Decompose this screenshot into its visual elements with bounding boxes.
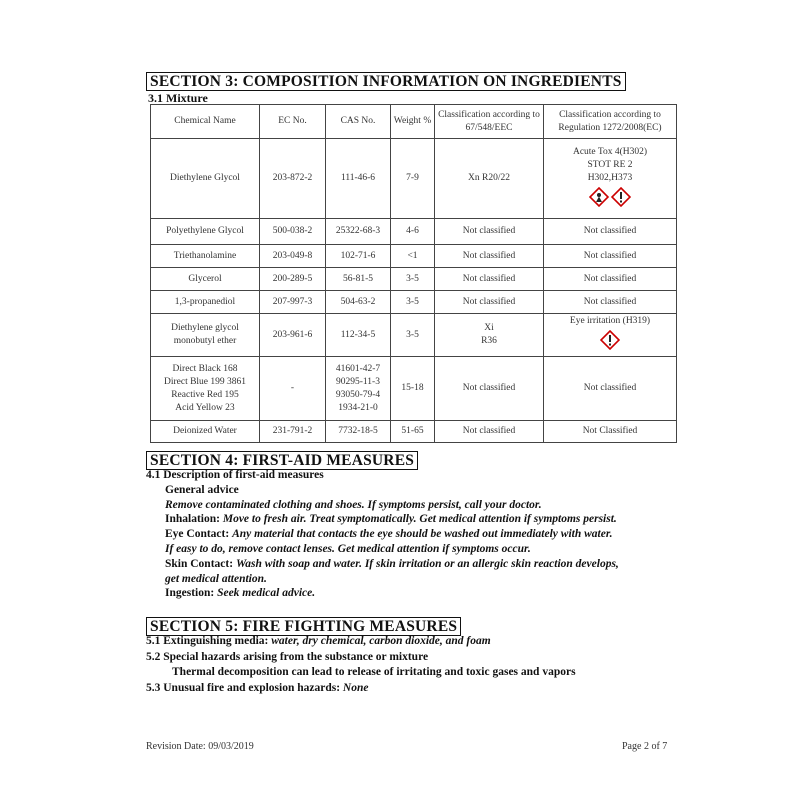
- skin-contact-text-cont: get medical attention.: [165, 572, 267, 585]
- cas-number-line: 112-34-5: [340, 329, 376, 340]
- table-row: [151, 291, 677, 314]
- cell-cas-no: [326, 291, 391, 314]
- cell-eec-classification: [435, 245, 544, 268]
- cell-weight: [391, 219, 435, 245]
- inhalation-text: Move to fresh air. Treat symptomatically. Get medical attention if symptoms persist.: [222, 513, 617, 526]
- cell-regulation-classification: [544, 291, 677, 314]
- ec-number: 203-872-2: [272, 173, 313, 183]
- chemical-name-line: Reactive Red 195: [171, 389, 239, 400]
- eec-classification-line: Not classified: [462, 273, 516, 284]
- weight-percent: 7-9: [406, 173, 419, 183]
- cell-eec-classification: [435, 291, 544, 314]
- eec-classification-line: Not classified: [462, 383, 516, 393]
- regulation-classification-line: Acute Tox 4(H302): [572, 146, 648, 157]
- regulation-classification-line: Not classified: [583, 250, 637, 261]
- cell-ec-no: [260, 291, 326, 314]
- cell-chemical-name: [151, 268, 260, 291]
- ingestion-label: Ingestion:: [165, 587, 215, 600]
- ec-number: 200-289-5: [272, 273, 313, 284]
- chemical-name-line: Direct Blue 199 3861: [163, 376, 247, 387]
- cas-number-line: 7732-18-5: [338, 426, 378, 436]
- cell-ec-no: [260, 314, 326, 357]
- weight-percent: 51-65: [401, 426, 424, 436]
- extinguishing-media-text: water, dry chemical, carbon dioxide, and foam: [271, 635, 491, 647]
- chemical-name-line: Polyethylene Glycol: [166, 226, 244, 236]
- unusual-hazards-label: 5.3 Unusual fire and explosion hazards:: [146, 681, 341, 694]
- cell-ec-no: [260, 245, 326, 268]
- cell-cas-no: [326, 421, 391, 443]
- cell-weight: [391, 357, 435, 421]
- section-4-title: SECTION 4: FIRST-AID MEASURES: [146, 451, 418, 470]
- cas-number-line: 41601-42-7: [335, 363, 381, 374]
- extinguishing-media-label: 5.1 Extinguishing media:: [146, 635, 269, 647]
- special-hazards-text: Thermal decomposition can lead to release of irritating and toxic gases and vapors: [172, 666, 576, 678]
- cas-number-line: 25322-68-3: [335, 226, 381, 236]
- header-chemical-name: Chemical Name: [151, 105, 260, 139]
- cell-cas-no: [326, 245, 391, 268]
- cell-ec-no: [260, 219, 326, 245]
- cell-regulation-classification: [544, 421, 677, 443]
- cell-weight: [391, 291, 435, 314]
- cell-weight: [391, 314, 435, 357]
- first-aid-block: [146, 468, 619, 601]
- regulation-classification-line: Not classified: [583, 273, 637, 284]
- weight-percent: 3-5: [406, 296, 419, 307]
- chemical-name-line: 1,3-propanediol: [174, 296, 236, 307]
- general-advice-label: General advice: [165, 483, 239, 496]
- cell-regulation-classification: [544, 139, 677, 219]
- chemical-name-line: Direct Black 168: [172, 363, 238, 374]
- special-hazards-label: 5.2 Special hazards arising from the substance or mixture: [146, 650, 429, 663]
- chemical-name-line: Triethanolamine: [173, 250, 237, 261]
- page-number: Page 2 of 7: [622, 741, 668, 752]
- skin-contact-label: Skin Contact:: [165, 557, 234, 570]
- cell-regulation-classification: [544, 268, 677, 291]
- ec-number: 231-791-2: [272, 426, 313, 436]
- cas-number-line: 93050-79-4: [335, 389, 381, 400]
- table-row: [151, 245, 677, 268]
- eec-classification-line: Xi: [484, 323, 494, 333]
- cell-ec-no: [260, 268, 326, 291]
- cell-chemical-name: [151, 314, 260, 357]
- weight-percent: 4-6: [406, 226, 419, 236]
- chemical-name-line: Diethylene glycol: [171, 323, 239, 333]
- cell-eec-classification: [435, 268, 544, 291]
- regulation-classification-line: Not classified: [583, 383, 637, 393]
- section-3-title: SECTION 3: COMPOSITION INFORMATION ON INGREDIENTS: [146, 72, 626, 91]
- weight-percent: 3-5: [406, 273, 419, 284]
- header-eec-classification: Classification according to 67/548/EEC: [435, 105, 544, 139]
- eye-contact-text: Any material that contacts the eye should be washed out immediately with water.: [232, 528, 613, 541]
- chemical-name-line: Diethylene Glycol: [170, 173, 240, 183]
- eye-contact-label: Eye Contact:: [165, 528, 230, 541]
- chemical-name-line: monobutyl ether: [173, 336, 237, 346]
- exclamation-icon: [600, 330, 620, 350]
- general-advice-text: Remove contaminated clothing and shoes. If symptoms persist, call your doctor.: [165, 498, 542, 511]
- regulation-classification-line: Not classified: [583, 226, 637, 236]
- cas-number-line: 56-81-5: [342, 273, 374, 284]
- cell-eec-classification: [435, 357, 544, 421]
- cell-regulation-classification: [544, 219, 677, 245]
- cell-cas-no: [326, 314, 391, 357]
- cell-cas-no: [326, 357, 391, 421]
- cell-ec-no: [260, 139, 326, 219]
- table-row: [151, 219, 677, 245]
- ingestion-text: Seek medical advice.: [217, 587, 316, 600]
- chemical-name-line: Glycerol: [188, 273, 222, 284]
- eye-contact-text-cont: If easy to do, remove contact lenses. Get medical attention if symptoms occur.: [165, 542, 531, 555]
- table-row: [151, 421, 677, 443]
- cell-cas-no: [326, 139, 391, 219]
- header-cas-no: CAS No.: [326, 105, 391, 139]
- cell-regulation-classification: [544, 357, 677, 421]
- cell-ec-no: [260, 421, 326, 443]
- chemical-name-line: Deionized Water: [173, 426, 237, 436]
- cell-weight: [391, 268, 435, 291]
- skin-contact-text: Wash with soap and water. If skin irritation or an allergic skin reaction develops,: [235, 557, 619, 570]
- cell-eec-classification: [435, 421, 544, 443]
- health-hazard-icon: [589, 187, 609, 207]
- cell-chemical-name: [151, 421, 260, 443]
- weight-percent: 15-18: [401, 383, 424, 393]
- cell-eec-classification: [435, 139, 544, 219]
- cell-cas-no: [326, 268, 391, 291]
- eec-classification-line: Not classified: [462, 426, 516, 436]
- table-row: [151, 268, 677, 291]
- inhalation-label: Inhalation:: [165, 513, 220, 526]
- regulation-classification-line: Eye irritation (H319): [569, 316, 651, 326]
- cell-regulation-classification: [544, 314, 677, 357]
- table-row: [151, 357, 677, 421]
- cell-eec-classification: [435, 219, 544, 245]
- regulation-classification-line: H302,H373: [587, 172, 633, 183]
- eec-classification-line: Not classified: [462, 250, 516, 261]
- weight-percent: 3-5: [406, 329, 419, 340]
- cell-regulation-classification: [544, 245, 677, 268]
- ec-number: -: [290, 383, 295, 393]
- header-weight: Weight %: [391, 105, 435, 139]
- unusual-hazards-text: None: [342, 681, 369, 694]
- regulation-classification-line: Not classified: [583, 296, 637, 307]
- composition-table: [150, 104, 677, 443]
- cas-number-line: 102-71-6: [340, 250, 376, 261]
- cell-chemical-name: [151, 139, 260, 219]
- cell-chemical-name: [151, 245, 260, 268]
- cell-weight: [391, 421, 435, 443]
- section-5-title: SECTION 5: FIRE FIGHTING MEASURES: [146, 617, 461, 636]
- header-regulation-classification: Classification according to Regulation 1272/2008(EC): [544, 105, 677, 139]
- table-row: [151, 314, 677, 357]
- eec-classification-line: Not classified: [462, 226, 516, 236]
- cas-number-line: 111-46-6: [340, 173, 376, 183]
- weight-percent: <1: [407, 250, 418, 261]
- chemical-name-line: Acid Yellow 23: [175, 402, 235, 413]
- regulation-classification-line: STOT RE 2: [587, 159, 633, 170]
- cell-chemical-name: [151, 357, 260, 421]
- cell-weight: [391, 245, 435, 268]
- cell-eec-classification: [435, 314, 544, 357]
- cell-chemical-name: [151, 291, 260, 314]
- subsection-4-1: 4.1 Description of first-aid measures: [146, 469, 324, 481]
- fire-fighting-block: [146, 634, 576, 696]
- cell-chemical-name: [151, 219, 260, 245]
- cell-weight: [391, 139, 435, 219]
- eec-classification-line: Xn R20/22: [468, 173, 510, 183]
- cas-number-line: 1934-21-0: [338, 402, 378, 413]
- header-ec-no: EC No.: [260, 105, 326, 139]
- cell-ec-no: [260, 357, 326, 421]
- ec-number: 203-961-6: [272, 329, 313, 340]
- table-row: [151, 139, 677, 219]
- exclamation-icon: [611, 187, 631, 207]
- ec-number: 203-049-8: [272, 250, 313, 261]
- eec-classification-line: Not classified: [462, 296, 516, 307]
- ec-number: 207-997-3: [272, 296, 313, 307]
- subsection-3-1: 3.1 Mixture: [148, 91, 208, 105]
- regulation-classification-line: Not Classified: [582, 426, 638, 436]
- cell-cas-no: [326, 219, 391, 245]
- eec-classification-line: R36: [481, 336, 497, 346]
- revision-date: Revision Date: 09/03/2019: [146, 741, 254, 752]
- table-header-row: [151, 105, 677, 139]
- cas-number-line: 504-63-2: [340, 296, 376, 307]
- ec-number: 500-038-2: [272, 226, 313, 236]
- cas-number-line: 90295-11-3: [336, 376, 380, 387]
